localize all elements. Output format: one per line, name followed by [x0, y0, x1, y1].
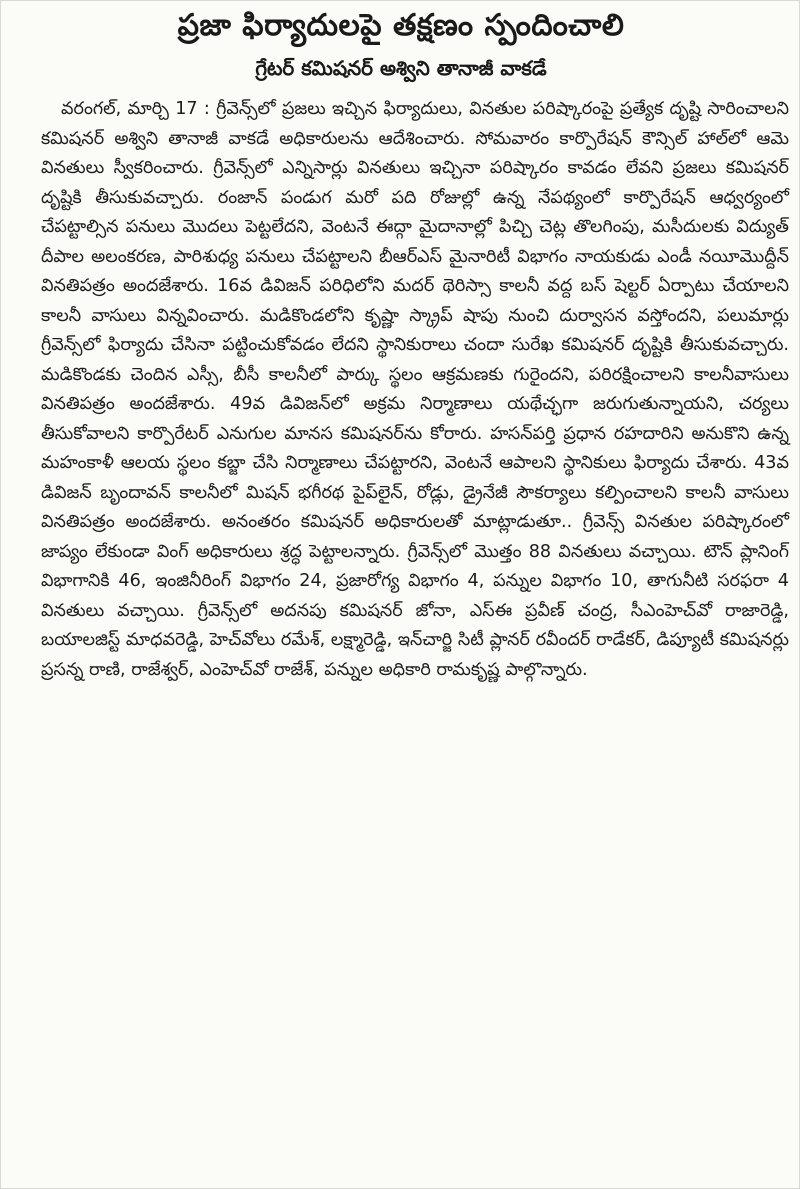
article-body: వరంగల్, మార్చి 17 : గ్రీవెన్స్‌లో ప్రజలు ఇచ్చిన ఫిర్యాదులు, వినతుల పరిష్కారంపై ప్రత్యేక దృష్టి సారించాలని కమిషనర్ అశ్విని తానాజీ వాకడే అధికారులను ఆదేశించారు. సోమవారం కార్పొరేషన్ కౌన్సిల్ హాల్‌లో ఆమె వినతులు స్వీకరించారు. గ్రీవెన్స్‌లో ఎన్నిసార్లు వినతులు ఇచ్చినా పరిష్కారం కావడం లేవని ప్రజలు కమిషనర్ దృష్టికి తీసుకువచ్చారు. రంజాన్ పండుగ మరో పది రోజుల్లో ఉన్న నేపథ్యంలో కార్పొరేషన్ ఆధ్వర్యంలో చేపట్టాల్సిన పనులు మొదలు పెట్టలేదని, వెంటనే ఈద్గా మైదానాల్లో పిచ్చి చెట్ల తొలగింపు, మసీదులకు విద్యుత్ దీపాల అలంకరణ, పారిశుధ్య పనులు చేపట్టాలని బీఆర్ఎస్ మైనారిటీ విభాగం నాయకుడు ఎండీ నయీమొద్దీన్ వినతిపత్రం అందజేశారు. 16వ డివిజన్ పరిధిలోని మదర్ థెరిస్సా కాలనీ వద్ద బస్ షెల్టర్ ఏర్పాటు చేయాలని కాలనీ వాసులు విన్నవించారు. మడికొండలోని కృష్ణా స్క్రాప్ షాపు నుంచి దుర్వాసన వస్తోందని, పలుమార్లు గ్రీవెన్స్‌లో ఫిర్యాదు చేసినా పట్టించుకోవడం లేదని స్థానికురాలు చందా సురేఖ కమిషనర్ దృష్టికి తీసుకువచ్చారు. మడికొండకు చెందిన ఎస్సీ, బీసీ కాలనీలో పార్కు స్థలం ఆక్రమణకు గురైందని, పరిరక్షించాలని కాలనీవాసులు వినతిపత్రం అందజేశారు. 49వ డివిజన్‌లో అక్రమ నిర్మాణాలు యథేచ్ఛగా జరుగుతున్నాయని, చర్యలు తీసుకోవాలని కార్పొరేటర్ ఎనుగుల మానస కమిషనర్‌ను కోరారు. హసన్‌పర్తి ప్రధాన రహదారిని అనుకొని ఉన్న మహంకాళీ ఆలయ స్థలం కబ్జా చేసి నిర్మాణాలు చేపట్టారని, వెంటనే ఆపాలని స్థానికులు ఫిర్యాదు చేశారు. 43వ డివిజన్ బృందావన్ కాలనీలో మిషన్ భగీరథ పైప్‌లైన్, రోడ్లు, డ్రైనేజీ సౌకర్యాలు కల్పించాలని కాలనీ వాసులు వినతిపత్రం అందజేశారు. అనంతరం కమిషనర్ అధికారులతో మాట్లాడుతూ.. గ్రీవెన్స్ వినతుల పరిష్కారంలో జాప్యం లేకుండా వింగ్ అధికారులు శ్రద్ధ పెట్టాలన్నారు. గ్రీవెన్స్‌లో మొత్తం 88 వినతులు వచ్చాయి. టౌన్ ప్లానింగ్ విభాగానికి 46, ఇంజినీరింగ్ విభాగం 24, ప్రజారోగ్య విభాగం 4, పన్నుల విభాగం 10, తాగునీటి సరఫరా 4 వినతులు వచ్చాయి. గ్రీవెన్స్‌లో అదనపు కమిషనర్ జోనా, ఎస్ఈ ప్రవీణ్ చంద్ర, సీఎంహెచ్‌వో రాజారెడ్డి, బయాలజిస్ట్ మాధవరెడ్డి, హెచ్‌వోలు రమేశ్, లక్ష్మారెడ్డి, ఇన్‌చార్జి సిటీ ప్లానర్ రవీందర్ రాడేకర్, డిప్యూటీ కమిషనర్లు ప్రసన్న రాణి, రాజేశ్వర్, ఎంహెచ్‌వో రాజేశ్, పన్నుల అధికారి రామకృష్ణ పాల్గొన్నారు.	[41, 99, 789, 680]
headline: ప్రజా ఫిర్యాదులపై తక్షణం స్పందించాలి	[177, 8, 625, 43]
subheadline: గ్రేటర్ కమిషనర్ అశ్విని తానాజీ వాకడే	[255, 56, 547, 80]
